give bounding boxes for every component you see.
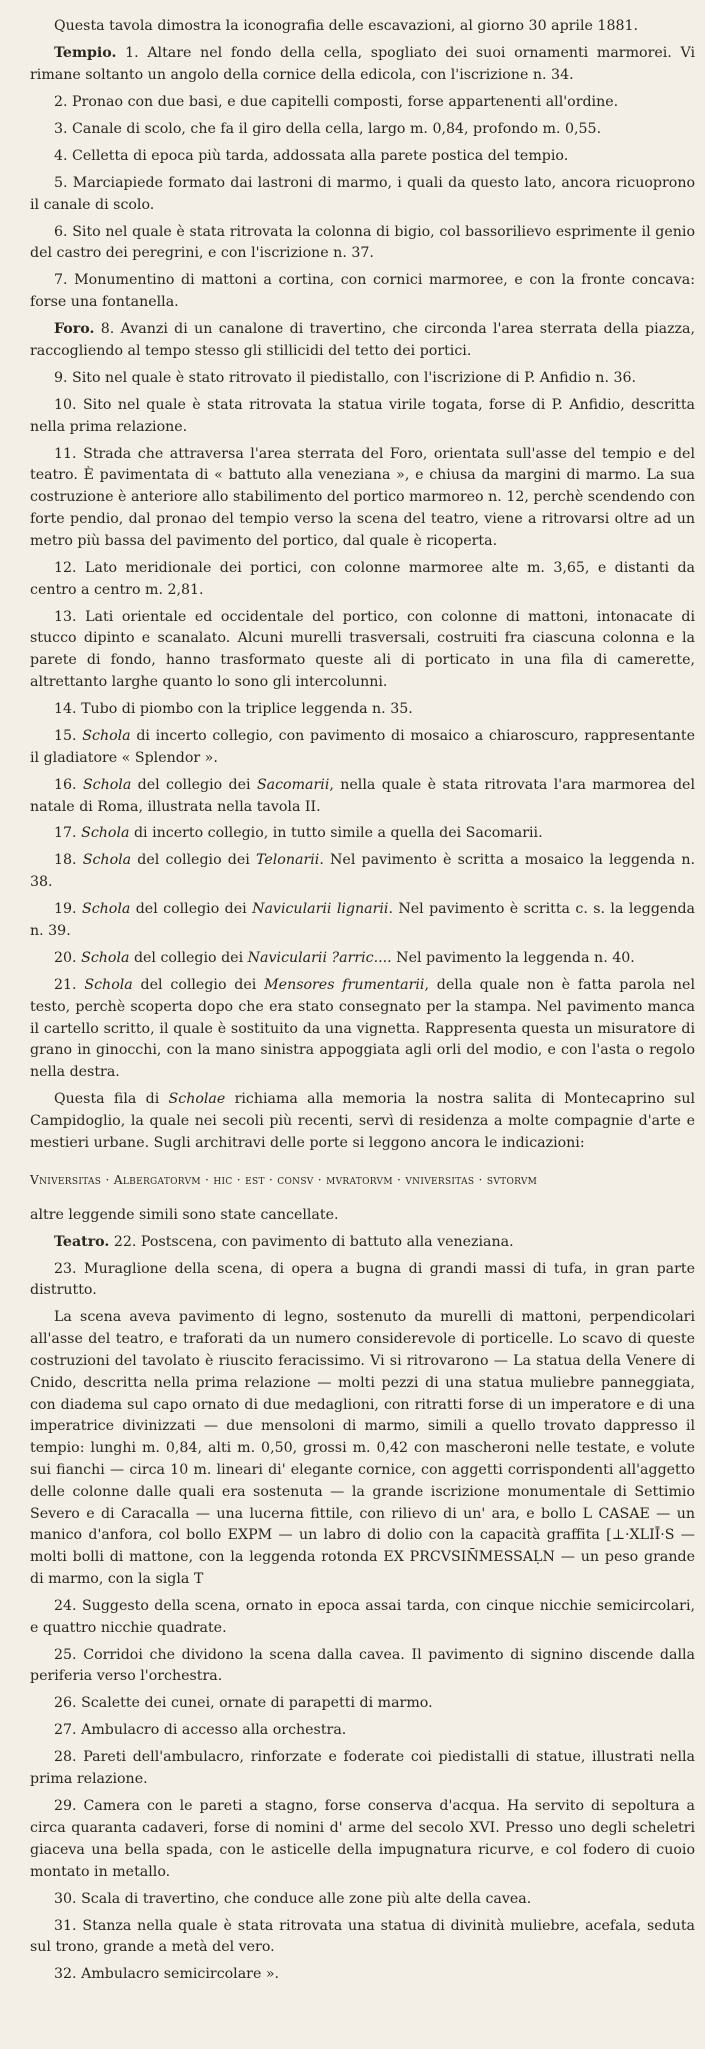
section-heading-foro: Foro. xyxy=(54,321,95,338)
teatro-item-30: 30. Scala di travertino, che conduce alle zone più alte della cavea. xyxy=(54,1890,532,1907)
collegium-name: Telonarii xyxy=(256,852,320,869)
foro-item-12: 12. Lato meridionale dei portici, con colonne marmoree alte m. 3,65, e distanti da centro a centro m. 2,81. xyxy=(30,559,695,598)
tempio-item-1 xyxy=(30,43,695,87)
teatro-item-22 xyxy=(30,1232,695,1254)
schola-text-end: . Nel pavimento è scritta a mosaico la leggenda n. 38. xyxy=(30,852,695,891)
schola-item-21 xyxy=(30,975,695,1084)
schola-item-18 xyxy=(30,850,695,894)
schola-word: Schola xyxy=(82,776,132,793)
schola-word: Schola xyxy=(81,950,130,967)
foro-item-9: 9. Sito nel quale è stato ritrovato il piedistallo, con l'iscrizione di P. Anfidio n. 36. xyxy=(54,369,637,386)
schola-text-end: . Nel pavimento è scritta c. s. la leggenda n. 39. xyxy=(30,901,695,940)
teatro-item-27: 27. Ambulacro di accesso alla orchestra. xyxy=(54,1722,347,1739)
schola-word: Schola xyxy=(82,727,131,744)
section-heading-teatro: Teatro. xyxy=(54,1233,110,1250)
scholae-remark xyxy=(30,1089,695,1154)
architrave-inscription: Vniversitas · Albergatorvm · hic · est · consv · mvratorvm · vniversitas · svtorvm xyxy=(30,1172,538,1187)
teatro-item-23: 23. Muraglione della scena, di opera a bugna di grandi massi di tufa, in gran parte distrutto. xyxy=(30,1260,695,1299)
schola-text: di incerto collegio, in tutto simile a quella dei Sacomarii. xyxy=(129,825,543,842)
teatro-item-25: 25. Corridoi che dividono la scena dalla cavea. Il pavimento di signino discende dalla periferia verso l'orchestra. xyxy=(30,1646,695,1685)
schola-word: Schola xyxy=(82,852,132,869)
foro-item-14: 14. Tubo di piombo con la triplice leggenda n. 35. xyxy=(54,700,413,717)
scholae-remark-word: Scholae xyxy=(168,1091,226,1108)
teatro-item-24: 24. Suggesto della scena, ornato in epoca assai tarda, con cinque nicchie semicircolari, e quattro nicchie quadrate. xyxy=(30,1597,695,1636)
schola-word: Schola xyxy=(81,901,131,918)
schola-item-19 xyxy=(30,899,695,943)
schola-number: 18. xyxy=(54,852,77,869)
after-inscription: altre leggende simili sono state cancellate. xyxy=(30,1206,339,1223)
collegium-name: Sacomarii xyxy=(256,776,330,793)
schola-item-20 xyxy=(30,948,695,970)
tempio-item-5: 5. Marciapiede formato dai lastroni di marmo, i quali da questo lato, ancora ricuoprono il canale di scolo. xyxy=(30,174,695,213)
schola-item-17 xyxy=(30,823,695,845)
scholae-remark-start: Questa fila di xyxy=(54,1091,169,1108)
schola-text-end: , della quale non è fatta parola nel testo, perchè scoperta dopo che era stato consegnato per la stampa. Nel pavimento manca il cartello scritto, il quale è sostituito da una vignetta. Rappresenta questa un misuratore di grano in ginocchi, con la mano sinistra appoggiata agli orli del modio, e con l'asta o regolo nella destra. xyxy=(30,977,695,1081)
teatro-item-32: 32. Ambulacro semicircolare ». xyxy=(54,1966,280,1983)
tempio-item-2: 2. Pronao con due basi, e due capitelli composti, forse appartenenti all'ordine. xyxy=(54,93,619,110)
collegium-name: Navicularii ?arric.... xyxy=(247,950,392,967)
foro-item-13: 13. Lati orientale ed occidentale del portico, con colonne di mattoni, intonacate di stucco dipinto e scanalato. Alcuni murelli trasversali, costruiti fra ciascuna colonna e la parete di fondo, hanno trasformato queste ali di porticato in una fila di camerette, altrettanto larghe quanto lo sono gli intercolunni. xyxy=(30,608,695,690)
schola-word: Schola xyxy=(81,825,130,842)
schola-number: 17. xyxy=(54,825,77,842)
foro-item-8-text: 8. Avanzi di un canalone di travertino, che circonda l'area sterrata della piazza, raccogliendo al tempo stesso gli stillicidi del tetto dei portici. xyxy=(30,321,695,359)
foro-item-8 xyxy=(30,319,695,363)
collegium-name: Mensores frumentarii xyxy=(264,977,425,994)
teatro-item-28: 28. Pareti dell'ambulacro, rinforzate e foderate coi piedistalli di statue, illustrati nella prima relazione. xyxy=(30,1749,695,1788)
schola-text-end: Nel pavimento la leggenda n. 40. xyxy=(391,950,635,967)
schola-number: 20. xyxy=(54,950,77,967)
scholae-remark-end: richiama alla memoria la nostra salita di Montecaprino sul Campidoglio, la quale nei secoli più recenti, servì di residenza a molte compagnie d'arte e mestieri urbane. Sugli architravi delle porte si leggono ancora le indicazioni: xyxy=(30,1091,696,1151)
tempio-item-7: 7. Monumentino di mattoni a cortina, con cornici marmoree, e con la fronte concava: forse una fontanella. xyxy=(30,272,695,311)
schola-text: di incerto collegio, con pavimento di mosaico a chiaroscuro, rappresentante il gladiatore « Splendor ». xyxy=(30,727,695,766)
tempio-item-4: 4. Celletta di epoca più tarda, addossata alla parete postica del tempio. xyxy=(54,147,569,164)
schola-text: del collegio dei xyxy=(130,901,253,918)
schola-number: 21. xyxy=(54,977,77,994)
schola-word: Schola xyxy=(84,977,133,994)
schola-number: 16. xyxy=(54,776,77,793)
scena-paragraph: La scena aveva pavimento di legno, sostenuto da murelli di mattoni, perpendicolari all'asse del teatro, e traforati da un numero considerevole di porticelle. Lo scavo di queste costruzioni del tavolato è riuscito feracissimo. Vi si ritrovarono — La statua della Venere di Cnido, descritta nella prima relazione — molti pezzi di una statua muliebre panneggiata, con diadema sul capo ornato di due medaglioni, con ritratti forse di un imperatore e di una imperatrice divinizzati — due mensoloni di marmo, simili a quello trovato dappresso il tempio: lunghi m. 0,84, alti m. 0,50, grossi m. 0,42 con mascheroni nelle testate, e volute sui fianchi — circa 10 m. lineari di' elegante cornice, con aggetti corrispondenti all'aggetto delle colonne dalle quali era sostenuta — la grande iscrizione monumentale di Settimio Severo e di Caracalla — una lucerna fittile, con rilievo di un' ara, e bollo L CASAE — un manico d'anfora, col bollo EXPM — un labro di dolio con la capacità graffita [⊥·XLIĪ·S — molti bolli di mattone, con la leggenda rotonda EX PRCVSIN̄MESSAḶN — un peso grande di marmo, con la sigla T xyxy=(30,1309,695,1587)
teatro-item-29: 29. Camera con le pareti a stagno, forse conserva d'acqua. Ha servito di sepoltura a circa quaranta cadaveri, forse di nomini d' arme del secolo XVI. Presso uno degli scheletri giaceva una bella spada, con le asticelle della impugnatura ricurve, e col fodero di cuoio montato in metallo. xyxy=(30,1798,695,1880)
schola-text: del collegio dei xyxy=(131,776,257,793)
schola-item-16 xyxy=(30,775,695,819)
schola-number: 19. xyxy=(54,901,77,918)
tempio-item-6: 6. Sito nel quale è stata ritrovata la colonna di bigio, col bassorilievo esprimente il genio del castro dei peregrini, e con l'iscrizione n. 37. xyxy=(30,223,695,262)
tempio-item-1-text: 1. Altare nel fondo della cella, spogliato dei suoi ornamenti marmorei. Vi rimane soltanto un angolo della cornice della edicola, con l'iscrizione n. 34. xyxy=(30,44,695,83)
teatro-item-26: 26. Scalette dei cunei, ornate di parapetti di marmo. xyxy=(54,1695,433,1712)
tempio-item-3: 3. Canale di scolo, che fa il giro della cella, largo m. 0,84, profondo m. 0,55. xyxy=(54,120,602,137)
schola-text: del collegio dei xyxy=(132,977,265,994)
foro-item-10: 10. Sito nel quale è stata ritrovata la statua virile togata, forse di P. Anfidio, descritta nella prima relazione. xyxy=(30,396,695,435)
foro-item-11: 11. Strada che attraversa l'area sterrata del Foro, orientata sull'asse del tempio e del teatro. È pavimentata di « battuto alla veneziana », e chiusa da margini di marmo. La sua costruzione è anteriore allo stabilimento del portico marmoreo n. 12, perchè scendendo con forte pendio, dal pronao del tempio verso la scena del teatro, viene a ritrovarsi oltre ad un metro più bassa del pavimento del portico, dal quale è ricoperta. xyxy=(30,445,695,549)
schola-text-end: , nella quale è stata ritrovata l'ara marmorea del natale di Roma, illustrata nella tavola II. xyxy=(30,776,695,815)
teatro-item-31: 31. Stanza nella quale è stata ritrovata una statua di divinità muliebre, acefala, seduta sul trono, grande a metà del vero. xyxy=(30,1917,695,1956)
schola-number: 15. xyxy=(54,727,77,744)
teatro-item-22-text: 22. Postscena, con pavimento di battuto alla veneziana. xyxy=(113,1233,514,1250)
schola-item-15 xyxy=(30,726,695,770)
collegium-name: Navicularii lignarii xyxy=(252,901,389,918)
schola-text: del collegio dei xyxy=(129,950,248,967)
schola-text: del collegio dei xyxy=(131,852,257,869)
section-heading-tempio: Tempio. xyxy=(54,44,117,61)
intro-paragraph: Questa tavola dimostra la iconografia delle escavazioni, al giorno 30 aprile 1881. xyxy=(54,18,639,34)
